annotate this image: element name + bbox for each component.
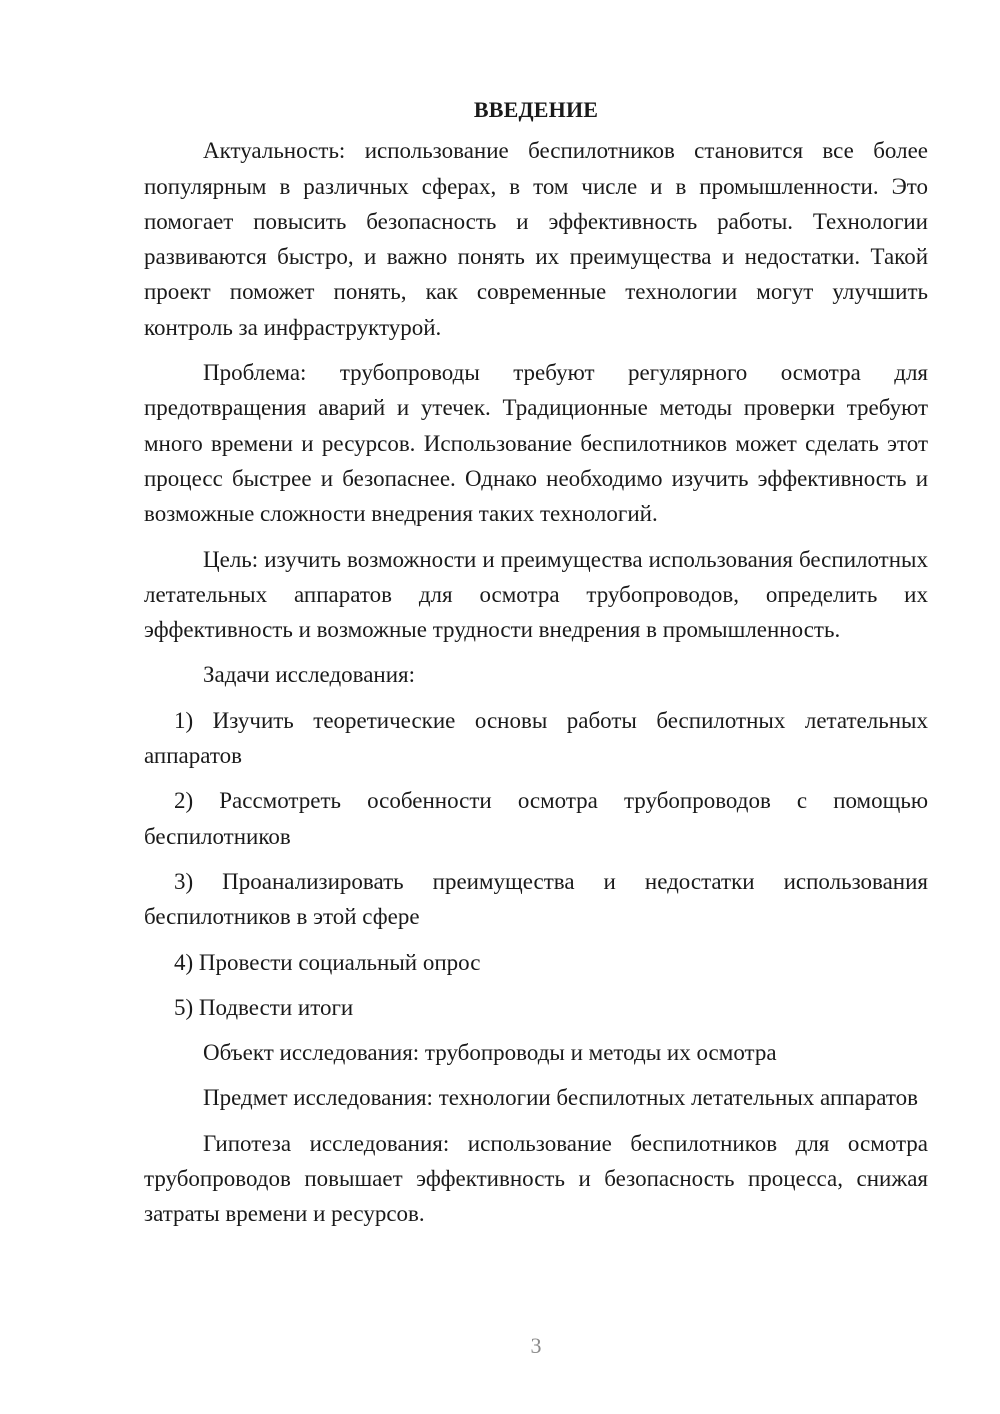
task-item: 1) Изучить теоретические основы работы беспилотных летательных аппаратов <box>144 707 928 769</box>
task-item: 3) Проанализировать преимущества и недостатки использования беспилотников в этой сфере <box>144 868 928 930</box>
relevance-paragraph: Актуальность: использование беспилотников становится все более популярным в различных сферах, в том числе и в промышленности. Это помогает повысить безопасность и эффективность работы. Технологии развиваются быстро, и важно понять их преимущества и недостатки. Такой проект поможет понять, как современные технологии могут улучшить контроль за инфраструктурой. <box>144 138 928 340</box>
tasks-intro: Задачи исследования: <box>203 662 416 688</box>
goal-paragraph: Цель: изучить возможности и преимущества использования беспилотных летательных аппаратов для осмотра трубопроводов, определить их эффективность и возможные трудности внедрения в промышленность. <box>144 546 928 643</box>
subject-paragraph: Предмет исследования: технологии беспилотных летательных аппаратов <box>203 1085 918 1111</box>
page-number: 3 <box>530 1333 542 1358</box>
section-heading: ВВЕДЕНИЕ <box>473 97 599 122</box>
task-item: 5) Подвести итоги <box>174 994 354 1020</box>
task-item: 2) Рассмотреть особенности осмотра трубопроводов с помощью беспилотников <box>144 788 928 849</box>
object-paragraph: Объект исследования: трубопроводы и методы их осмотра <box>203 1040 777 1066</box>
problem-paragraph: Проблема: трубопроводы требуют регулярного осмотра для предотвращения аварий и утечек. Традиционные методы проверки требуют много времени и ресурсов. Использование беспилотников может сделать этот процесс быстрее и безопаснее. Однако необходимо изучить эффективность и возможные сложности внедрения таких технологий. <box>144 360 928 527</box>
hypothesis-paragraph: Гипотеза исследования: использование беспилотников для осмотра трубопроводов повышает эффективность и безопасность процесса, снижая затраты времени и ресурсов. <box>144 1130 928 1227</box>
task-item: 4) Провести социальный опрос <box>174 949 481 975</box>
page-content <box>144 92 928 1242</box>
